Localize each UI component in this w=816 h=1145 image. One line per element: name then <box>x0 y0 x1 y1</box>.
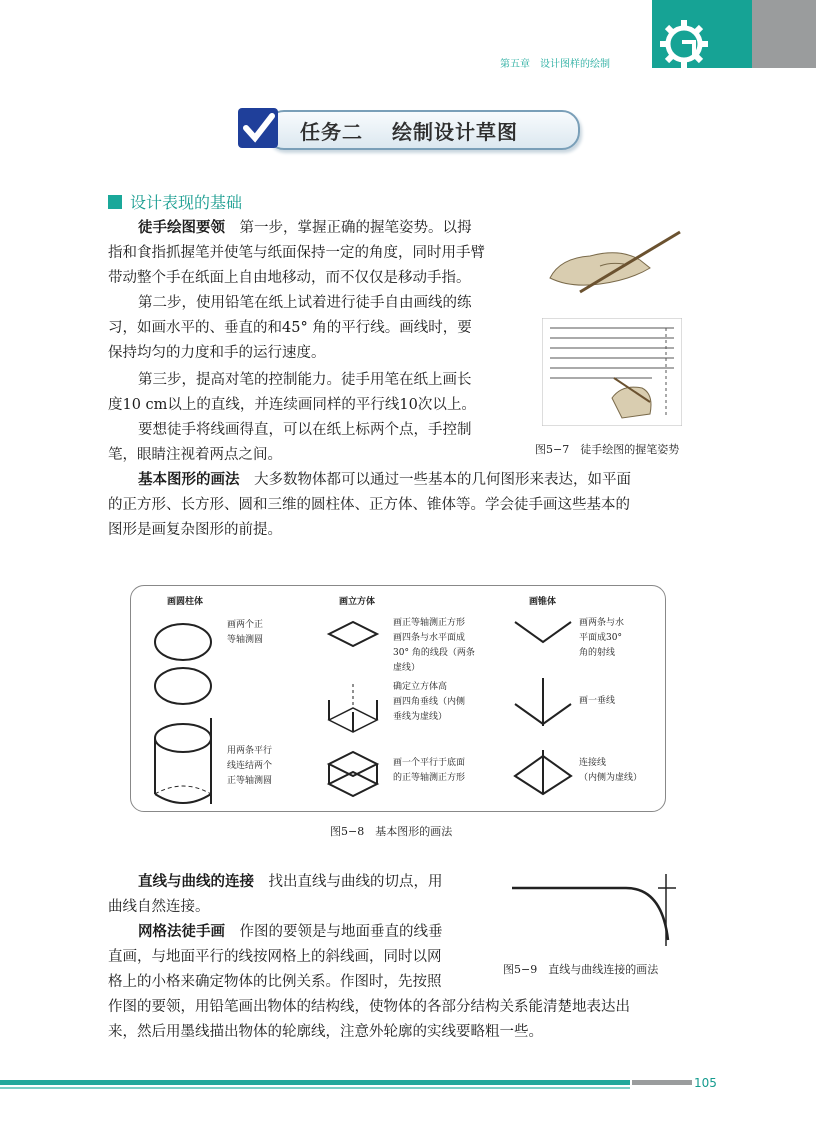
header-gray-block <box>752 0 816 68</box>
line-curve-connection-sketch <box>508 870 688 950</box>
paragraph-grip: 徒手绘图要领 第一步，掌握正确的握笔姿势。以拇 指和食指抓握笔并使笔与纸面保持一定的角度，同时用手臂 带动整个手在纸面上自由地移动，而不仅仅是移动手指。 <box>108 220 485 286</box>
section-heading: 设计表现的基础 <box>108 190 242 213</box>
paragraph-step2: 第二步，使用铅笔在纸上试着进行徒手自由画线的练 习，如画水平的、垂直的和45° 角的平行线。画线时，要 保持均匀的力度和手的运行速度。 <box>108 295 472 361</box>
paragraph-line-curve: 直线与曲线的连接 找出直线与曲线的切点，用 曲线自然连接。 <box>108 874 443 915</box>
gear-icon <box>654 14 714 74</box>
cube-sketches <box>323 614 387 804</box>
cone-sketches <box>511 614 575 804</box>
footer-gray-bar <box>632 1080 692 1085</box>
paragraph-grid-method: 网格法徒手画 作图的要领是与地面垂直的线垂 直画，与地面平行的线按网格上的斜线画，同时以网 格上的小格来确定物体的比例关系。作图时，先按照 作图的要领，用铅笔画出物体的结构线，使物体的各部分结构关系能清楚地表达出 来，然后用墨线描出物体的轮廓线，注意外轮廓的实线要略粗一些。 <box>108 924 630 1040</box>
paragraph-step3: 第三步，提高对笔的控制能力。徒手用笔在纸上画长 度10 cm以上的直线，并连续画同样的平行线10次以上。 <box>108 372 476 413</box>
paragraph-tip: 要想徒手将线画得直，可以在纸上标两个点，手控制 笔，眼睛注视着两点之间。 <box>108 422 472 463</box>
col-cylinder-title: 画圆柱体 <box>167 597 204 607</box>
square-bullet-icon <box>108 195 122 209</box>
footer-bar <box>0 1080 630 1085</box>
header-teal-block <box>652 0 752 68</box>
task-banner <box>238 108 578 150</box>
hand-grip-illustration <box>540 218 690 298</box>
paragraph-basic-shapes: 基本图形的画法 大多数物体都可以通过一些基本的几何图形来表达，如平面 的正方形、长方形、圆和三维的圆柱体、正方体、锥体等。学会徒手画这些基本的 图形是画复杂图形的前提。 <box>108 472 631 538</box>
task-title: 任务二 绘制设计草图 <box>300 120 518 144</box>
figure-5-7-caption: 图5−7 徒手绘图的握笔姿势 <box>535 443 680 456</box>
col-cone-title: 画锥体 <box>529 597 557 607</box>
parallel-lines-practice <box>542 318 682 426</box>
footer-bar-light <box>0 1087 630 1089</box>
checkmark-icon <box>238 108 278 148</box>
cylinder-sketches <box>151 616 221 806</box>
figure-5-8-caption: 图5−8 基本图形的画法 <box>330 825 453 838</box>
page-number: 105 <box>694 1076 717 1090</box>
chapter-header: 第五章 设计图样的绘制 <box>500 59 610 70</box>
figure-5-9-caption: 图5−9 直线与曲线连接的画法 <box>503 963 659 976</box>
col-cube-title: 画立方体 <box>339 597 376 607</box>
figure-5-8-basic-shapes: 画圆柱体 画立方体 画锥体 画两个正 等轴测圆 用两条平行 线连结两个 正等轴测圆 画正等轴测正方形 画四条与水平面成 30° 角的线段（两条 虚线） 确定立方体高 画四角垂线（内侧 垂线为虚线） 画一个平行于底面 的正等轴测正方形 画两条与水 平面成30° 角的射线 画一垂线 连接线 （内侧为虚线） <box>130 585 666 812</box>
